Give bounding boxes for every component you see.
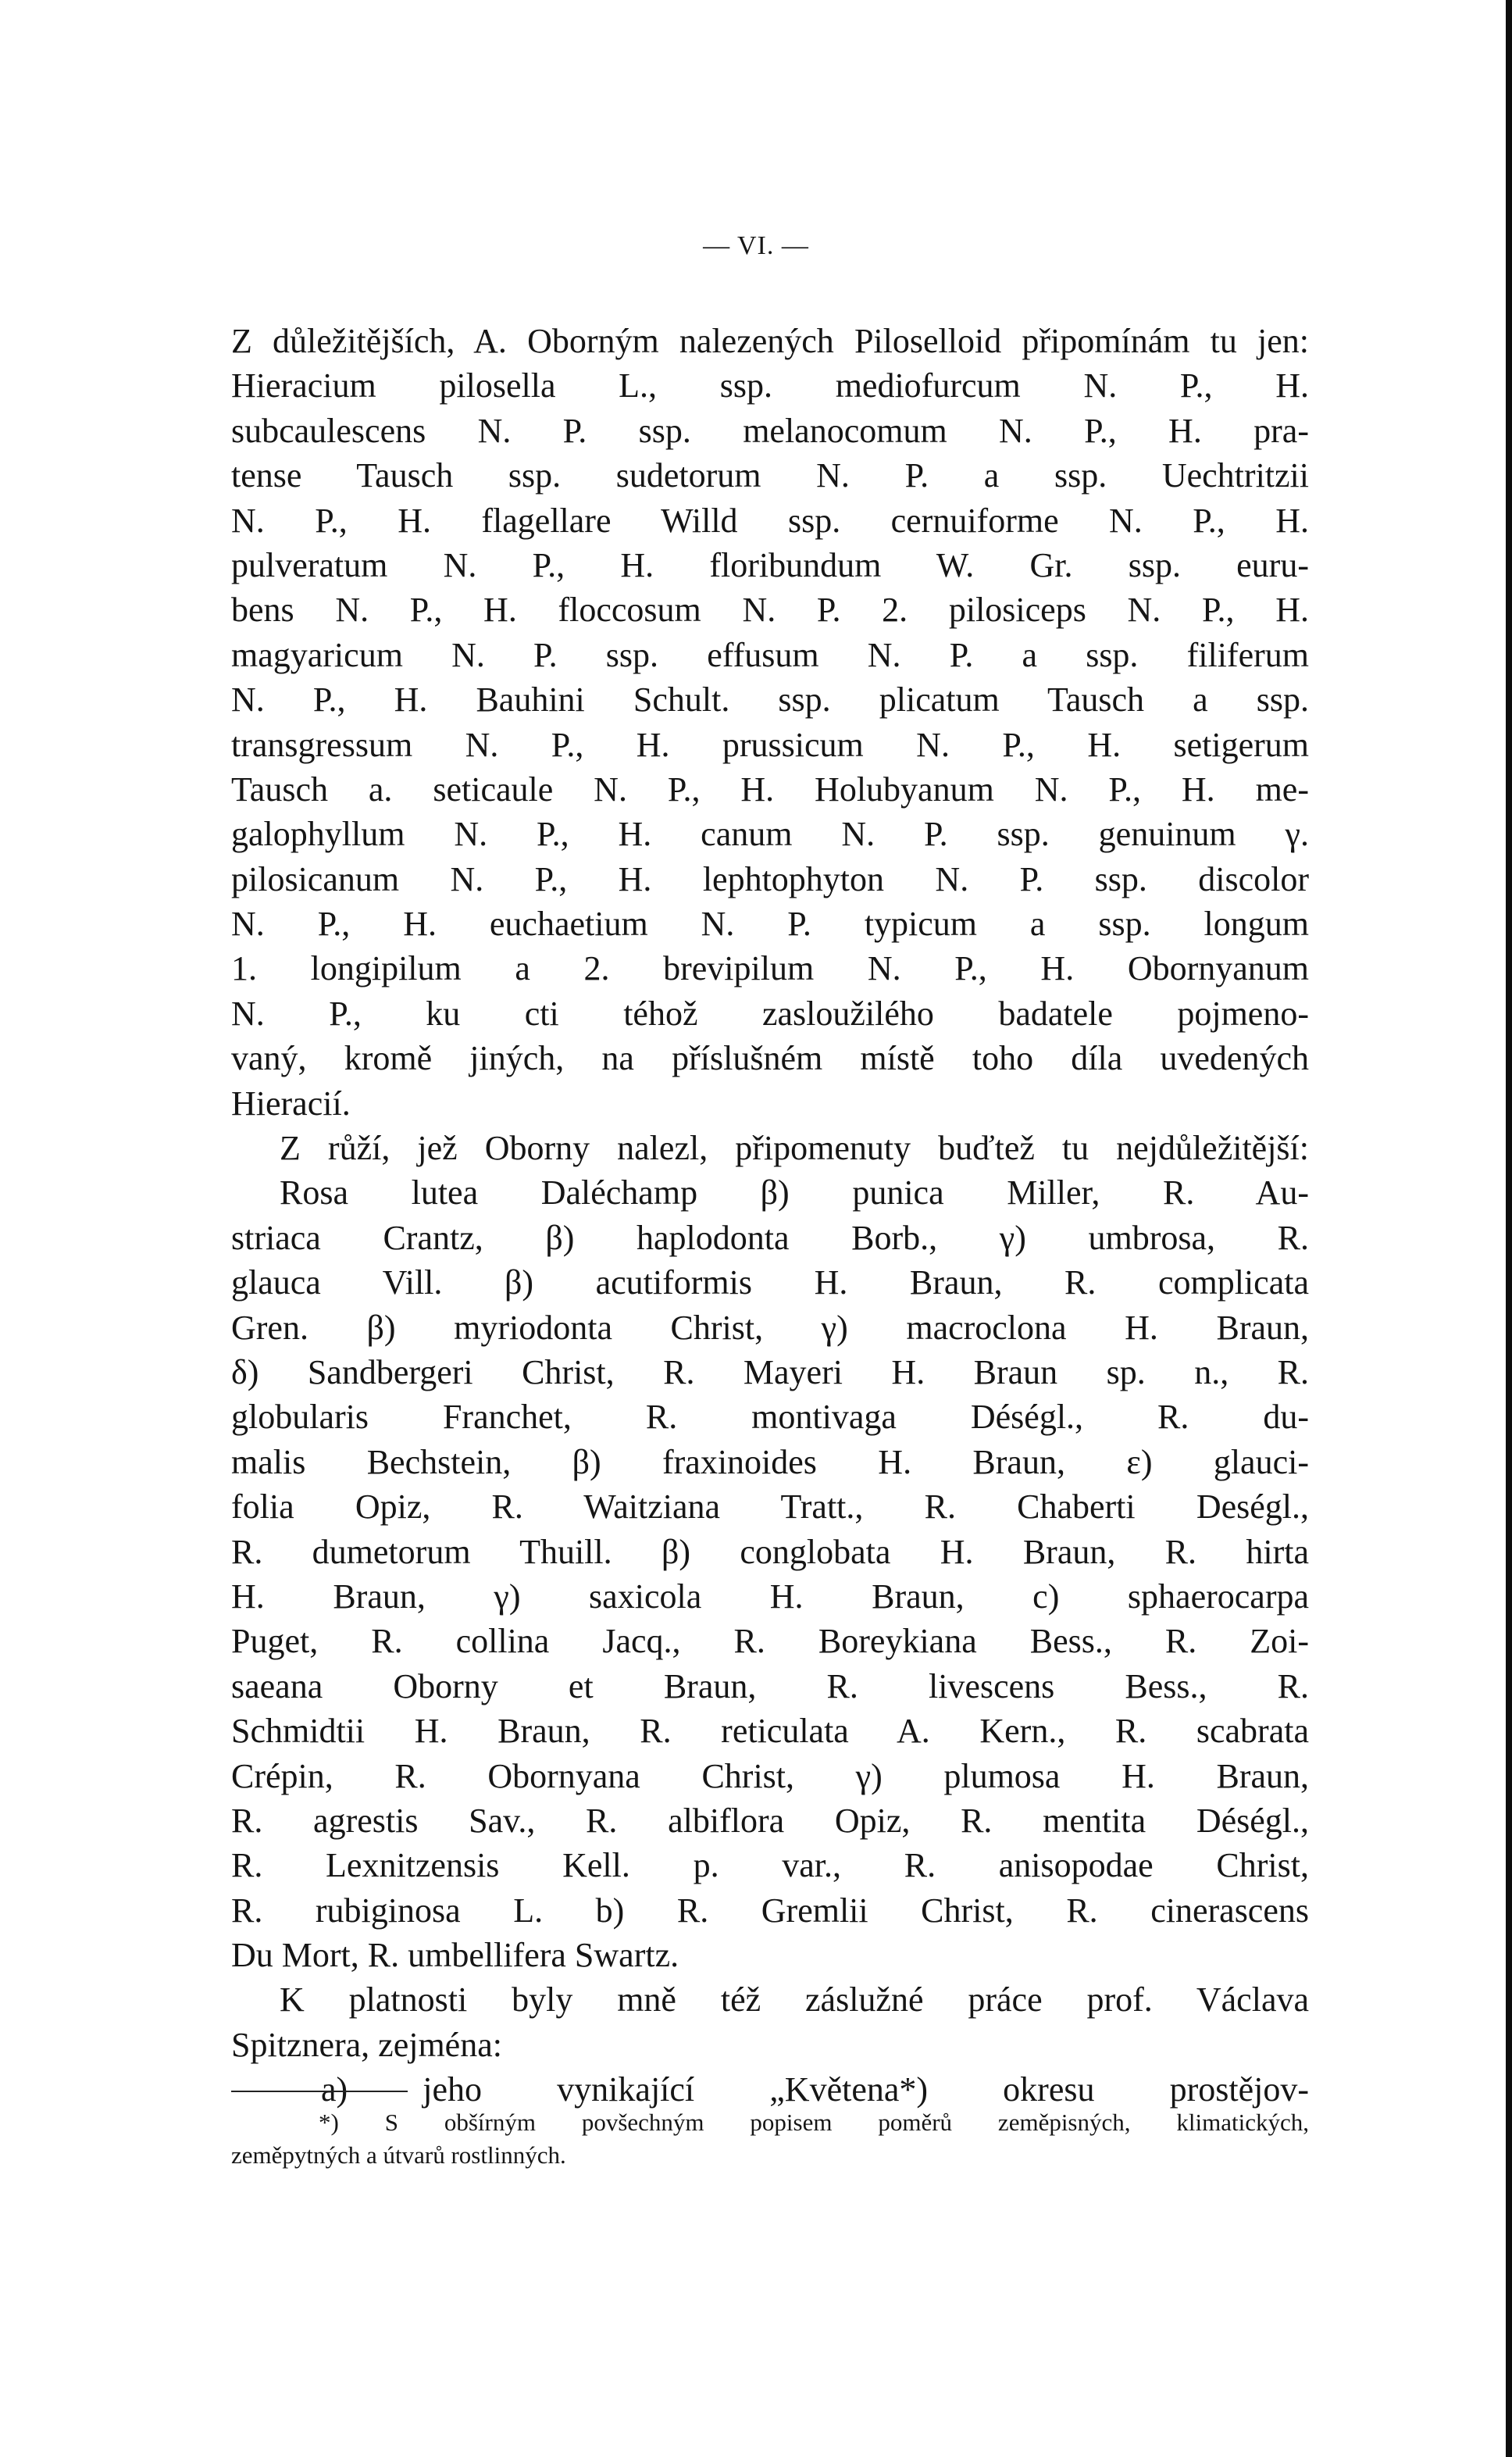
body-line-7: bens N. P., H. floccosum N. P. 2. pilosiceps N. P., H. xyxy=(231,591,1309,630)
body-line-10: transgressum N. P., H. prussicum N. P., H. setigerum xyxy=(231,725,1309,764)
body-line-8: magyaricum N. P. ssp. effusum N. P. a ssp. filiferum xyxy=(231,635,1309,674)
body-line-5: N. P., H. flagellare Willd ssp. cernuiforme N. P., H. xyxy=(231,501,1309,540)
body-line-6: pulveratum N. P., H. floribundum W. Gr. ssp. euru- xyxy=(231,545,1309,584)
body-line-13: pilosicanum N. P., H. lephtophyton N. P. ssp. discolor xyxy=(231,859,1309,898)
body-line-27: folia Opiz, R. Waitziana Tratt., R. Chaberti Deségl., xyxy=(231,1487,1309,1527)
footnote-line-2: zeměpytných a útvarů rostlinných. xyxy=(231,2141,566,2169)
body-line-4: tense Tausch ssp. sudetorum N. P. a ssp. Uechtritzii xyxy=(231,456,1309,495)
footnote xyxy=(231,2106,1309,2172)
page-number: — VI. — xyxy=(703,231,809,260)
body-line-32: Schmidtii H. Braun, R. reticulata A. Kern., R. scabrata xyxy=(231,1712,1309,1751)
body-line-20: Rosa lutea Daléchamp β) punica Miller, R. Au- xyxy=(280,1173,1309,1212)
body-line-31: saeana Oborny et Braun, R. livescens Bess., R. xyxy=(231,1666,1309,1705)
footnote-line-1: *) S obšírným povšechným popisem poměrů zeměpisných, klimatických, xyxy=(319,2109,1309,2136)
body-line-25: globularis Franchet, R. montivaga Déségl., R. du- xyxy=(231,1398,1309,1437)
body-line-3: subcaulescens N. P. ssp. melanocomum N. P., H. pra- xyxy=(231,411,1309,450)
body-line-28: R. dumetorum Thuill. β) conglobata H. Braun, R. hirta xyxy=(231,1532,1309,1571)
body-line-21: striaca Crantz, β) haplodonta Borb., γ) umbrosa, R. xyxy=(231,1218,1309,1257)
body-line-36: R. rubiginosa L. b) R. Gremlii Christ, R. cinerascens xyxy=(231,1891,1309,1930)
body-line-39: Spitznera, zejména: xyxy=(231,2025,502,2064)
body-line-29: H. Braun, γ) saxicola H. Braun, c) sphaerocarpa xyxy=(231,1577,1309,1616)
page-edge-shadow xyxy=(1506,0,1512,2457)
body-line-14: N. P., H. euchaetium N. P. typicum a ssp. longum xyxy=(231,905,1309,944)
body-text xyxy=(231,319,1309,2112)
body-line-1: Z důležitějších, A. Oborným nalezených Piloselloid připomínám tu jen: xyxy=(231,322,1309,360)
body-line-35: R. Lexnitzensis Kell. p. var., R. anisopodae Christ, xyxy=(231,1846,1309,1885)
body-line-11: Tausch a. seticaule N. P., H. Holubyanum N. P., H. me- xyxy=(231,770,1309,809)
body-line-15: 1. longipilum a 2. brevipilum N. P., H. Obornyanum xyxy=(231,949,1309,988)
footnote-rule xyxy=(231,2091,408,2092)
body-line-9: N. P., H. Bauhini Schult. ssp. plicatum Tausch a ssp. xyxy=(231,680,1309,720)
body-line-38: K platnosti byly mně též záslužné práce prof. Václava xyxy=(280,1980,1309,2020)
body-line-18: Hieracií. xyxy=(231,1084,351,1123)
body-line-17: vaný, kromě jiných, na příslušném místě toho díla uvedených xyxy=(231,1039,1309,1078)
body-line-37: Du Mort, R. umbellifera Swartz. xyxy=(231,1936,679,1975)
body-line-2: Hieracium pilosella L., ssp. mediofurcum N. P., H. xyxy=(231,366,1309,405)
body-line-33: Crépin, R. Obornyana Christ, γ) plumosa H. Braun, xyxy=(231,1756,1309,1795)
body-line-23: Gren. β) myriodonta Christ, γ) macroclona H. Braun, xyxy=(231,1308,1309,1347)
body-line-22: glauca Vill. β) acutiformis H. Braun, R. complicata xyxy=(231,1263,1309,1302)
body-line-34: R. agrestis Sav., R. albiflora Opiz, R. mentita Déségl., xyxy=(231,1801,1309,1840)
body-line-19: Z růží, jež Oborny nalezl, připomenuty buďtež tu nejdůležitější: xyxy=(280,1129,1309,1168)
body-line-24: δ) Sandbergeri Christ, R. Mayeri H. Braun sp. n., R. xyxy=(231,1352,1309,1391)
body-line-16: N. P., ku cti téhož zasloužilého badatele pojmeno- xyxy=(231,994,1309,1033)
body-line-30: Puget, R. collina Jacq., R. Boreykiana Bess., R. Zoi- xyxy=(231,1622,1309,1661)
body-line-12: galophyllum N. P., H. canum N. P. ssp. genuinum γ. xyxy=(231,815,1309,854)
body-line-26: malis Bechstein, β) fraxinoides H. Braun, ε) glauci- xyxy=(231,1442,1309,1481)
body-line-40: a) jeho vynikající „Květena*) okresu prostějov- xyxy=(321,2070,1309,2109)
